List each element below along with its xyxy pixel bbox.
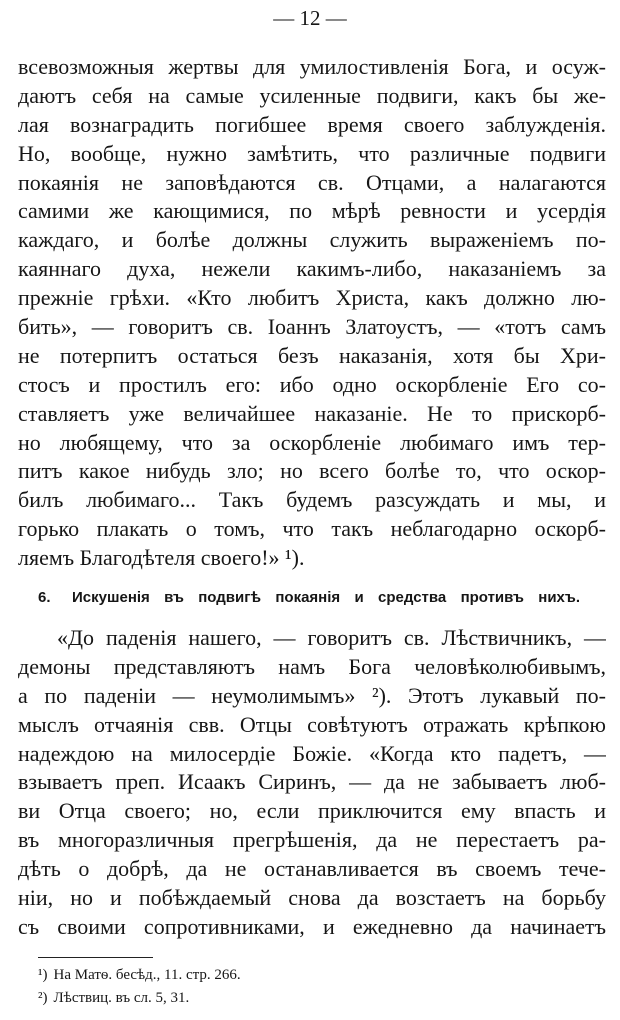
footnote-divider: [38, 957, 153, 958]
text-line: демоны представляютъ намъ Бога человѣколюбивымъ,: [18, 653, 606, 679]
footnote-mark: ²): [38, 990, 48, 1006]
section-heading: [38, 588, 580, 608]
section-title: Искушенія въ подвигѣ покаянія и средства противъ нихъ.: [72, 589, 580, 606]
text-line: а по паденіи — неумолимымъ» ²). Этотъ лукавый по-: [18, 682, 606, 708]
text-line: ви Отца своего; но, если приключится ему впасть и: [18, 798, 606, 824]
text-line: не потерпитъ остаться безъ наказанія, хотя бы Хри-: [18, 342, 606, 368]
text-line: съ своими сопротивниками, и ежедневно да начинаетъ: [18, 913, 606, 939]
text-line: мыслъ отчаянія свв. Отцы совѣтуютъ отражать крѣпкою: [18, 711, 606, 737]
text-line: ляемъ Благодѣтеля своего!» ¹).: [18, 545, 305, 571]
footnote: [38, 964, 241, 986]
text-line: каждаго, и болѣе должны служить выраженіемъ по-: [18, 227, 606, 253]
text-line: даютъ себя на самые усиленные подвиги, какъ бы же-: [18, 82, 606, 108]
text-line: лая вознаградить погибшее время своего заблужденія.: [18, 111, 606, 137]
text-line: ставляетъ уже величайшее наказаніе. Не то прискорб-: [18, 400, 606, 426]
text-line: питъ какое нибудь зло; но всего болѣе то, что оскор-: [18, 458, 606, 484]
text-line: «До паденія нашего, — говоритъ св. Лѣствичникъ, —: [57, 625, 606, 650]
section-number: 6.: [38, 589, 51, 606]
text-line: Но, вообще, нужно замѣтить, что различные подвиги: [18, 140, 606, 166]
text-line: покаянія не заповѣдаются св. Отцами, а налагаются: [18, 169, 606, 195]
text-line: надеждою на милосердіе Божіе. «Когда кто падетъ, —: [18, 740, 606, 766]
paragraph: [18, 53, 606, 573]
text-line: взываетъ преп. Исаакъ Сиринъ, — да не забываетъ люб-: [18, 769, 606, 795]
text-line: но любящему, что за оскорбленіе любимаго имъ тер-: [18, 429, 606, 455]
text-line: дѣть о добрѣ, да не останавливается въ своемъ тече-: [18, 856, 606, 882]
text-line: всевозможныя жертвы для умилостивленія Бога, и осуж-: [18, 54, 606, 79]
paragraph: [18, 624, 606, 942]
text-line: стосъ и простилъ его: ибо одно оскорбленіе Его со-: [18, 371, 606, 397]
text-line: горько плакать о томъ, что такъ неблагодарно оскорб-: [18, 516, 606, 542]
footnote-text: На Матѳ. бесѣд., 11. стр. 266.: [53, 967, 241, 983]
footnote: [38, 987, 189, 1009]
text-line: самими же кающимися, по мѣрѣ ревности и усердія: [18, 198, 606, 224]
text-line: билъ любимаго... Такъ будемъ разсуждать и мы, и: [18, 487, 606, 513]
text-line: каяннаго духа, нежели какимъ-либо, наказаніемъ за: [18, 256, 606, 282]
text-line: прежніе грѣхи. «Кто любитъ Христа, какъ должно лю-: [18, 285, 606, 311]
text-line: бить», — говоритъ св. Іоаннъ Златоустъ, — «тотъ самъ: [18, 314, 606, 340]
text-line: ніи, но и побѣждаемый снова да возстаетъ на борьбу: [18, 885, 606, 911]
text-line: въ многоразличныя прегрѣшенія, да не перестаетъ ра-: [18, 827, 606, 853]
footnote-text: Лѣствиц. въ сл. 5, 31.: [53, 990, 190, 1006]
footnote-mark: ¹): [38, 967, 48, 983]
page-number: — 12 —: [273, 6, 347, 30]
